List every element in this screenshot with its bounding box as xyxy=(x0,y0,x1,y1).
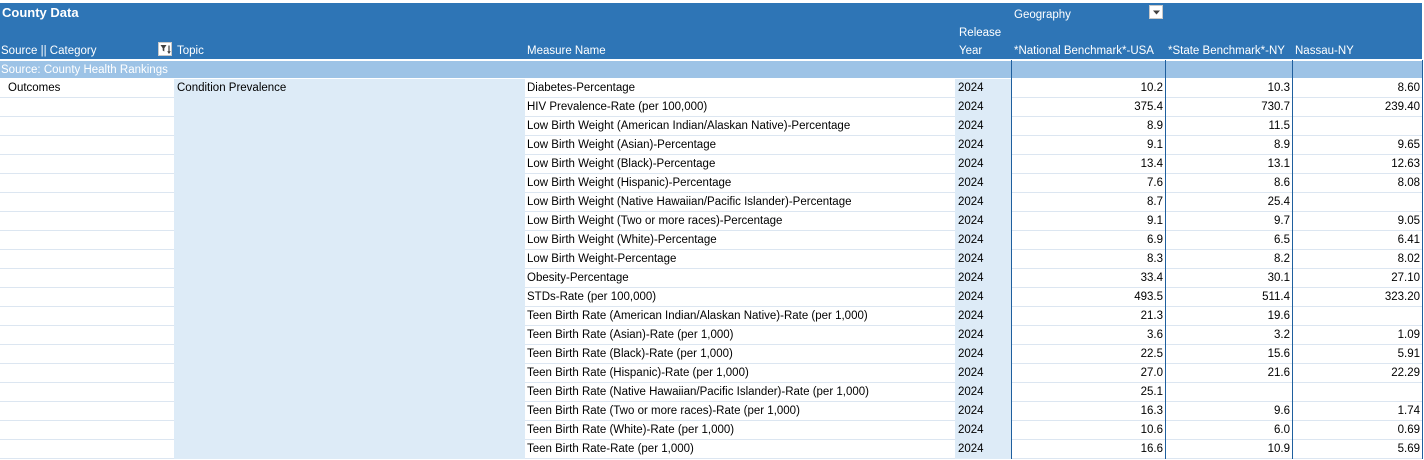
table-row xyxy=(0,307,1424,326)
category-filter-button[interactable] xyxy=(158,42,172,56)
release-year-cell[interactable]: 2024 xyxy=(958,367,984,379)
state-benchmark-cell[interactable]: 10.9 xyxy=(1267,443,1290,455)
national-benchmark-cell[interactable]: 375.4 xyxy=(1134,101,1163,113)
source-row xyxy=(0,61,1422,78)
table-row xyxy=(0,250,1424,269)
national-benchmark-cell[interactable]: 25.1 xyxy=(1140,386,1163,398)
table-row xyxy=(0,440,1424,459)
release-year-cell[interactable]: 2024 xyxy=(958,310,984,322)
county-value-cell[interactable]: 323.20 xyxy=(1384,291,1420,303)
measure-name-cell[interactable]: Teen Birth Rate (Asian)-Rate (per 1,000) xyxy=(527,329,734,341)
county-value-cell[interactable] xyxy=(1293,193,1422,212)
measure-name-cell[interactable]: Low Birth Weight (Asian)-Percentage xyxy=(527,139,716,151)
national-benchmark-cell[interactable]: 27.0 xyxy=(1140,367,1163,379)
chevron-down-icon xyxy=(1151,7,1162,18)
release-year-cell[interactable]: 2024 xyxy=(958,424,984,436)
measure-name-cell[interactable]: Low Birth Weight (Native Hawaiian/Pacific Islander)-Percentage xyxy=(527,196,852,208)
national-benchmark-cell[interactable]: 10.2 xyxy=(1140,82,1163,94)
release-year-cell[interactable]: 2024 xyxy=(958,291,984,303)
national-benchmark-cell[interactable]: 3.6 xyxy=(1147,329,1163,341)
table-row xyxy=(0,402,1424,421)
measure-name-cell[interactable]: HIV Prevalence-Rate (per 100,000) xyxy=(527,101,708,113)
national-benchmark-cell[interactable]: 10.6 xyxy=(1140,424,1163,436)
county-value-cell[interactable]: 8.08 xyxy=(1397,177,1420,189)
release-year-cell[interactable]: 2024 xyxy=(958,405,984,417)
table-row xyxy=(0,288,1424,307)
measure-name-cell[interactable]: Teen Birth Rate (Black)-Rate (per 1,000) xyxy=(527,348,733,360)
state-benchmark-cell[interactable]: 8.9 xyxy=(1274,139,1290,151)
release-year-cell[interactable]: 2024 xyxy=(958,253,984,265)
header-topic: Topic xyxy=(177,45,204,57)
national-benchmark-cell[interactable]: 493.5 xyxy=(1134,291,1163,303)
state-benchmark-cell[interactable]: 6.0 xyxy=(1274,424,1290,436)
state-benchmark-cell[interactable]: 3.2 xyxy=(1274,329,1290,341)
county-value-cell[interactable]: 6.41 xyxy=(1397,234,1420,246)
county-value-cell[interactable]: 8.02 xyxy=(1397,253,1420,265)
column-divider xyxy=(1011,60,1012,459)
state-benchmark-cell[interactable] xyxy=(1166,383,1292,402)
table-row xyxy=(0,174,1424,193)
state-benchmark-cell[interactable]: 10.3 xyxy=(1267,82,1290,94)
measure-name-cell[interactable]: Teen Birth Rate (Native Hawaiian/Pacific Islander)-Rate (per 1,000) xyxy=(527,386,869,398)
release-year-cell[interactable]: 2024 xyxy=(958,272,984,284)
column-divider xyxy=(1165,60,1166,459)
national-benchmark-cell[interactable]: 16.6 xyxy=(1140,443,1163,455)
table-row xyxy=(0,117,1424,136)
header-measure-name: Measure Name xyxy=(527,45,606,57)
table-row xyxy=(0,155,1424,174)
release-year-cell[interactable]: 2024 xyxy=(958,348,984,360)
category-outcomes[interactable]: Outcomes xyxy=(8,82,61,94)
state-benchmark-cell[interactable]: 25.4 xyxy=(1267,196,1290,208)
header-national-benchmark: *National Benchmark*-USA xyxy=(1014,45,1154,57)
header-county: Nassau-NY xyxy=(1295,45,1354,57)
county-value-cell[interactable]: 5.91 xyxy=(1397,348,1420,360)
table-row xyxy=(0,364,1424,383)
county-value-cell[interactable] xyxy=(1293,117,1422,136)
release-year-cell[interactable]: 2024 xyxy=(958,101,984,113)
national-benchmark-cell[interactable]: 13.4 xyxy=(1140,158,1163,170)
measure-name-cell[interactable]: Low Birth Weight (Black)-Percentage xyxy=(527,158,716,170)
geography-label: Geography xyxy=(1014,9,1071,21)
release-year-cell[interactable]: 2024 xyxy=(958,329,984,341)
release-year-cell[interactable]: 2024 xyxy=(958,120,984,132)
state-benchmark-cell[interactable]: 730.7 xyxy=(1261,101,1290,113)
measure-name-cell[interactable]: Obesity-Percentage xyxy=(527,272,629,284)
measure-name-cell[interactable]: Teen Birth Rate (White)-Rate (per 1,000) xyxy=(527,424,735,436)
table-row xyxy=(0,193,1424,212)
county-value-cell[interactable]: 0.69 xyxy=(1397,424,1420,436)
table-row xyxy=(0,98,1424,117)
row-gridline xyxy=(525,458,955,459)
county-value-cell[interactable]: 9.05 xyxy=(1397,215,1420,227)
measure-name-cell[interactable]: Low Birth Weight-Percentage xyxy=(527,253,677,265)
county-value-cell[interactable]: 239.40 xyxy=(1384,101,1420,113)
table-row xyxy=(0,231,1424,250)
national-benchmark-cell[interactable]: 16.3 xyxy=(1140,405,1163,417)
national-benchmark-cell[interactable]: 9.1 xyxy=(1147,139,1163,151)
measure-name-cell[interactable]: Low Birth Weight (Two or more races)-Percentage xyxy=(527,215,783,227)
national-benchmark-cell[interactable]: 33.4 xyxy=(1140,272,1163,284)
state-benchmark-cell[interactable]: 8.6 xyxy=(1274,177,1290,189)
table-row xyxy=(0,212,1424,231)
state-benchmark-cell[interactable]: 6.5 xyxy=(1274,234,1290,246)
national-benchmark-cell[interactable]: 6.9 xyxy=(1147,234,1163,246)
county-value-cell[interactable]: 5.69 xyxy=(1397,443,1420,455)
filter-sort-icon xyxy=(160,44,172,56)
table-row xyxy=(0,269,1424,288)
header-state-benchmark: *State Benchmark*-NY xyxy=(1168,45,1285,57)
county-value-cell[interactable] xyxy=(1293,307,1422,326)
national-benchmark-cell[interactable]: 8.3 xyxy=(1147,253,1163,265)
header-source-category: Source || Category xyxy=(1,45,97,57)
national-benchmark-cell[interactable]: 8.9 xyxy=(1147,120,1163,132)
national-benchmark-cell[interactable]: 8.7 xyxy=(1147,196,1163,208)
state-benchmark-cell[interactable]: 511.4 xyxy=(1262,291,1290,303)
national-benchmark-cell[interactable]: 9.1 xyxy=(1147,215,1163,227)
release-year-cell[interactable]: 2024 xyxy=(958,139,984,151)
release-year-cell[interactable]: 2024 xyxy=(958,158,984,170)
geography-dropdown-button[interactable] xyxy=(1149,5,1163,19)
county-value-cell[interactable]: 22.29 xyxy=(1391,367,1420,379)
table-row xyxy=(0,326,1424,345)
header-release-year-line2: Year xyxy=(959,45,983,57)
measure-name-cell[interactable]: Teen Birth Rate (American Indian/Alaskan Native)-Rate (per 1,000) xyxy=(527,310,868,322)
state-benchmark-cell[interactable]: 21.6 xyxy=(1267,367,1290,379)
measure-name-cell[interactable]: Diabetes-Percentage xyxy=(527,82,636,94)
table-row xyxy=(0,79,1424,98)
county-value-cell[interactable]: 12.63 xyxy=(1391,158,1420,170)
row-gridline xyxy=(0,458,174,459)
county-value-cell[interactable]: 8.60 xyxy=(1397,82,1420,94)
table-row xyxy=(0,421,1424,440)
column-divider xyxy=(1422,60,1423,459)
release-year-cell[interactable]: 2024 xyxy=(958,443,984,455)
pivot-title: County Data xyxy=(2,5,79,20)
state-benchmark-cell[interactable]: 9.7 xyxy=(1274,215,1290,227)
table-row xyxy=(0,345,1424,364)
measure-name-cell[interactable]: Teen Birth Rate (Two or more races)-Rate (per 1,000) xyxy=(527,405,800,417)
measure-name-cell[interactable]: Low Birth Weight (Hispanic)-Percentage xyxy=(527,177,732,189)
topic-condition-prevalence[interactable]: Condition Prevalence xyxy=(177,82,287,94)
county-value-cell[interactable]: 1.74 xyxy=(1397,405,1420,417)
state-benchmark-cell[interactable]: 9.6 xyxy=(1274,405,1290,417)
state-benchmark-cell[interactable]: 8.2 xyxy=(1274,253,1290,265)
release-year-cell[interactable]: 2024 xyxy=(958,215,984,227)
state-benchmark-cell[interactable]: 11.5 xyxy=(1268,120,1290,132)
row-gridline xyxy=(1012,458,1422,459)
table-row xyxy=(0,383,1424,402)
county-value-cell[interactable]: 9.65 xyxy=(1397,139,1420,151)
header-release-year-line1: Release xyxy=(959,27,1002,39)
column-divider xyxy=(1292,60,1293,459)
release-year-cell[interactable]: 2024 xyxy=(958,82,984,94)
national-benchmark-cell[interactable]: 21.3 xyxy=(1140,310,1163,322)
release-year-cell[interactable]: 2024 xyxy=(958,196,984,208)
state-benchmark-cell[interactable]: 15.6 xyxy=(1267,348,1290,360)
measure-name-cell[interactable]: Teen Birth Rate (Hispanic)-Rate (per 1,000) xyxy=(527,367,749,379)
pivot-header xyxy=(0,3,1422,59)
measure-name-cell[interactable]: Low Birth Weight (White)-Percentage xyxy=(527,234,717,246)
measure-name-cell[interactable]: Teen Birth Rate-Rate (per 1,000) xyxy=(527,443,694,455)
measure-name-cell[interactable]: Low Birth Weight (American Indian/Alaskan Native)-Percentage xyxy=(527,120,851,132)
state-benchmark-cell[interactable]: 30.1 xyxy=(1267,272,1290,284)
county-value-cell[interactable]: 27.10 xyxy=(1391,272,1420,284)
release-year-cell[interactable]: 2024 xyxy=(958,177,984,189)
national-benchmark-cell[interactable]: 7.6 xyxy=(1147,177,1163,189)
source-label: Source: County Health Rankings xyxy=(1,64,168,76)
state-benchmark-cell[interactable]: 19.6 xyxy=(1267,310,1290,322)
county-value-cell[interactable]: 1.09 xyxy=(1397,329,1420,341)
state-benchmark-cell[interactable]: 13.1 xyxy=(1267,158,1290,170)
measure-name-cell[interactable]: STDs-Rate (per 100,000) xyxy=(527,291,657,303)
national-benchmark-cell[interactable]: 22.5 xyxy=(1140,348,1163,360)
county-value-cell[interactable] xyxy=(1293,383,1422,402)
table-row xyxy=(0,136,1424,155)
release-year-cell[interactable]: 2024 xyxy=(958,386,984,398)
release-year-cell[interactable]: 2024 xyxy=(958,234,984,246)
